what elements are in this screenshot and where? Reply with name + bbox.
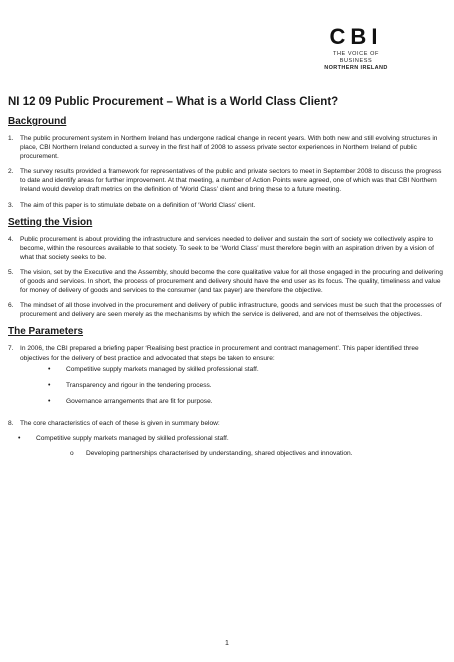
paragraph-1	[8, 134, 446, 161]
paragraph-number: 2.	[8, 168, 14, 176]
paragraph-text: The vision, set by the Executive and the Assembly, should become the core qualitative value for all those engaged in the procuring and delivering of goods and services. In short, the process of procurement and delivery should have the end user as its focus. The quality, timeliness and value for money of delivery of goods and services to the consumer (and tax payer) are therefore the objective.	[20, 268, 443, 295]
paragraph-text: In 2006, the CBI prepared a briefing paper ‘Realising best practice in procurement and contract management’. This paper identified three objectives for the delivery of best practice and advocated that steps be taken to ensure:	[20, 345, 419, 362]
paragraph-8	[8, 419, 446, 428]
logo-tagline: THE VOICE OF BUSINESS	[332, 51, 379, 64]
logo-region: NORTHERN IRELAND	[324, 65, 388, 71]
list-item-text: Transparency and rigour in the tendering process.	[66, 381, 212, 389]
paragraph-text: The aim of this paper is to stimulate debate on a definition of ‘World Class’ client.	[20, 201, 256, 209]
section-heading-vision: Setting the Vision	[8, 216, 93, 228]
paragraph-number: 3.	[8, 201, 14, 209]
paragraph-number: 7.	[8, 345, 14, 353]
logo-mark: CBI	[329, 24, 383, 49]
paragraph-text: The core characteristics of each of these is given in summary below:	[20, 419, 220, 427]
sub-list-item-text: Developing partnerships characterised by understanding, shared objectives and innovation.	[86, 450, 353, 458]
paragraph-6	[8, 301, 446, 319]
paragraph-3	[8, 201, 446, 210]
cbi-logo	[316, 26, 396, 72]
document-body	[8, 95, 446, 458]
paragraph-5	[8, 268, 446, 295]
section-heading-parameters: The Parameters	[8, 326, 84, 338]
paragraph-number: 4.	[8, 235, 14, 243]
document-title: NI 12 09 Public Procurement – What is a World Class Client?	[8, 96, 339, 108]
list-item-text: Competitive supply markets managed by skilled professional staff.	[66, 365, 259, 373]
list-item	[48, 397, 446, 406]
list-item	[18, 434, 446, 443]
list-item-text: Governance arrangements that are fit for purpose.	[66, 397, 213, 405]
paragraph-text: The survey results provided a framework for representatives of the public and private sectors to meet in September 2008 to discuss the progress to date and identify areas for further improvement. At that meeting, a number of Action Points were agreed, one of which was that CBI Northern Ireland would develop draft metrics on the definition of ‘World Class’ client and bring these to a future meeting.	[20, 168, 442, 194]
sub-bullet-icon: o	[70, 450, 74, 458]
paragraph-number: 6.	[8, 302, 14, 310]
bullet-icon: •	[48, 381, 51, 389]
paragraph-text: The public procurement system in Northern Ireland has undergone radical change in recent years. With both new and still evolving structures in place, CBI Northern Ireland conducted a survey in the first half of 2008 to assess private sector experiences in Northern Ireland of public procurement.	[20, 135, 438, 161]
bullet-icon: •	[48, 397, 51, 405]
paragraph-text: The mindset of all those involved in the procurement and delivery of public infrastructure, goods and services must be such that the processes of procurement and delivery are seen merely as the mechanisms by which the service is delivered, and are not of themselves the objectives.	[20, 302, 442, 319]
list-item-text: Competitive supply markets managed by skilled professional staff.	[36, 434, 229, 442]
section-heading-background: Background	[8, 116, 67, 127]
paragraph-2	[8, 167, 446, 194]
bullet-icon: •	[18, 434, 21, 442]
list-item	[48, 381, 446, 390]
paragraph-7	[8, 344, 446, 412]
paragraph-number: 5.	[8, 268, 14, 276]
paragraph-number: 1.	[8, 135, 14, 142]
bullet-icon: •	[48, 365, 51, 373]
sub-list-item	[70, 449, 446, 458]
list-item	[48, 365, 446, 374]
objectives-list	[48, 365, 446, 406]
paragraph-text: Public procurement is about providing the infrastructure and services needed to deliver and sustain the sort of society we collectively aspire to become, within the resources available to that society. To seek to be ‘World Class’ must therefore begin with an aspiration driven by a vision of what that society seeks to be.	[20, 235, 434, 261]
paragraph-number: 8.	[8, 419, 14, 427]
page-number: 1	[225, 640, 229, 647]
paragraph-4	[8, 235, 446, 262]
